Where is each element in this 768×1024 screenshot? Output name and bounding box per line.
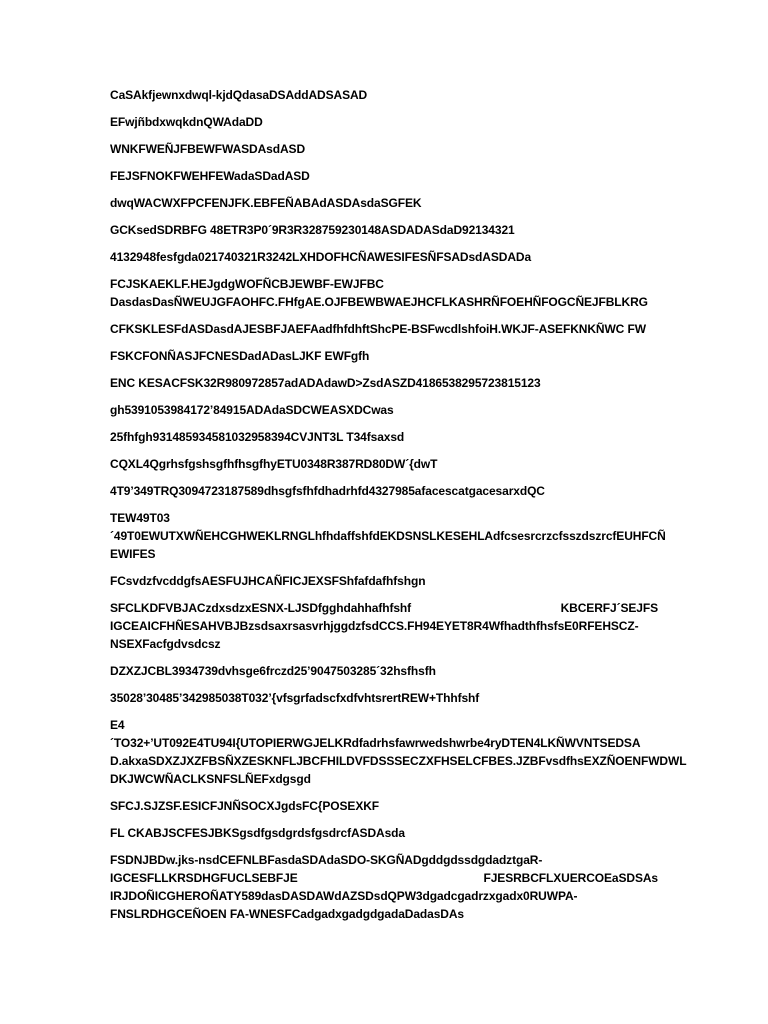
- text-line: DKJWCWÑACLKSNFSLÑEFxdgsgd: [110, 772, 311, 786]
- text-line: TEW49T03: [110, 511, 170, 525]
- paragraph-1: [110, 86, 660, 104]
- paragraph-19: [110, 662, 660, 680]
- text-line: FCJSKAEKLF.HEJgdgWOFÑCBJEWBF-EWJFBC: [110, 277, 384, 291]
- text-line: FSDNJBDw.jks-nsdCEFNLBFasdaSDAdaSDO-SKGÑADgddgdssdgdadztgaR-: [110, 853, 543, 867]
- paragraph-9: [110, 320, 660, 338]
- text-line: FEJSFNOKFWEHFEWadaSDadASD: [110, 169, 310, 183]
- text-line: DasdasDasÑWEUJGFAOHFC.FHfgAE.OJFBEWBWAEJHCFLKASHRÑFOEHÑFOGCÑEJFBLKRG: [110, 295, 648, 309]
- text-line: FSKCFONÑASJFCNESDadADasLJKF EWFgfh: [110, 349, 370, 363]
- paragraph-2: [110, 113, 660, 131]
- text-line: ENC KESACFSK32R980972857adADAdawD>ZsdASZD4186538295723815123: [110, 376, 541, 390]
- paragraph-6: [110, 221, 660, 239]
- text-line: CaSAkfjewnxdwql-kjdQdasaDSAddADSASAD: [110, 88, 368, 102]
- text-line: 25fhfgh93148593458103295839​4CVJNT3L T34fsaxsd: [110, 430, 405, 444]
- text-segment: FJESRBCFLXUERCOEaSDSAs: [483, 871, 658, 885]
- paragraph-4: [110, 167, 660, 185]
- text-line: CFKSKLESFdASDasdAJESBFJAEFAadfhfdhftShcPE-BSFwcdlshfoiH.WKJF-ASEFKNKÑWC FW: [110, 322, 646, 336]
- text-line: FL CKABJSCFESJBKSgsdfgsdgrdsfgsdrcfASDAsda: [110, 826, 405, 840]
- text-line: FCsvdzfvcddgfsAESFUJHCAÑFICJEXSFShfafdafhfshgn: [110, 574, 426, 588]
- paragraph-5: [110, 194, 660, 212]
- paragraph-13: [110, 428, 660, 446]
- paragraph-16: [110, 509, 666, 563]
- paragraph-20: [110, 689, 660, 707]
- text-line: CQXL4Qgrhsfgshsgfhfhsgfhy​ETU0348R387RD80DW´{dwT: [110, 457, 438, 471]
- text-line: EFwjñbdxwqkdnQWAdaDD: [110, 115, 263, 129]
- paragraph-22: [110, 797, 660, 815]
- text-line: SFCJ.SJZSF.ESICFJNÑSOCXJgdsFC{POSEXKF: [110, 799, 380, 813]
- text-line: IGCEAICFHÑESAHVBJBzsdsaxrsasvrhjggdzfsdCCS.FH94EYET8R4Wfhadthfhsfs​E0RFEHSCZ-: [110, 619, 639, 633]
- paragraph-17: [110, 572, 660, 590]
- paragraph-7: [110, 248, 660, 266]
- text-line: ´TO32+’UT092E4TU94I{UTOPIERWGJELKRdfadrhsfawrwedshwrbe4ryDTEN4LKÑWVNTSEDSA: [110, 736, 641, 750]
- text-line-split: [110, 869, 658, 887]
- paragraph-3: [110, 140, 660, 158]
- text-line: 4T9’349TRQ3094723187589dhsgfsfhfdhadrhfd4327985afacescatgacesarxdQC: [110, 484, 545, 498]
- text-line: WNKFWEÑJFBEWFWASDAsdASD: [110, 142, 306, 156]
- text-line: DZXZJCBL3934739dvhsge6frczd25’9047503285´32hsfhsfh: [110, 664, 436, 678]
- paragraph-14: [110, 455, 660, 473]
- paragraph-21: [110, 716, 687, 788]
- paragraph-8: [110, 275, 660, 311]
- text-line: IRJDOÑICGHEROÑATY589dasDASDAWdAZSDsdQPW3dgadcgadrzxgadx0RUWPA-: [110, 889, 578, 903]
- paragraph-11: [110, 374, 660, 392]
- text-line: GCKsedSDRBFG 48ETR3P0´9R3R328759230148ASDADASdaD92134321: [110, 223, 515, 237]
- text-line: ´49T0EWUTXWÑEHCGHWEKLRNGLhfhdaffshfdEKDSNSLKESEHLAdfcsesrcrzcfsszdszrcfEUHFCÑ: [110, 529, 666, 543]
- text-line: 35028’30485’342985038T032’{vfsgrfadscfxdfvhtsrertREW+Thhfshf: [110, 691, 480, 705]
- paragraph-12: [110, 401, 660, 419]
- paragraph-24: [110, 851, 660, 923]
- text-line: gh5391053984172’84915ADAdaSDCWEASXDCwas: [110, 403, 394, 417]
- text-segment: IGCESFLLKRSDHGFUCLSEBFJE: [110, 871, 298, 885]
- text-line: FNSLRDHGCEÑOEN FA-WNESFCadgadxgadgdgadaDadasDAs: [110, 907, 464, 921]
- text-line-split: [110, 599, 658, 617]
- paragraph-10: [110, 347, 660, 365]
- text-line: EWIFES: [110, 547, 156, 561]
- text-line: E4: [110, 718, 125, 732]
- text-line: D.akxaSDXZJXZFBSÑXZESKNFLJBCFHILDVFDSSSECZXFHSELCFBES.JZBFvsdfhsEXZÑOENFWDWL: [110, 754, 687, 768]
- document-page: [110, 86, 687, 932]
- text-segment: KBCERFJ´SEJFS: [560, 601, 658, 615]
- text-line: dwqWACWXFPCFENJFK.EBFEÑABAdASDAsdaSGFEK: [110, 196, 422, 210]
- text-line: NSEXFacfgdvsdcsz: [110, 637, 221, 651]
- paragraph-15: [110, 482, 660, 500]
- text-line: 4132948fesfgda021740321R3242LXHDOFHCÑAWESIFESÑFSADsdASDADa: [110, 250, 532, 264]
- paragraph-23: [110, 824, 660, 842]
- paragraph-18: [110, 599, 660, 653]
- text-segment: SFCLKDFVBJACzdxsdzxESNX-LJSDfgghdahhafhfshf: [110, 601, 412, 615]
